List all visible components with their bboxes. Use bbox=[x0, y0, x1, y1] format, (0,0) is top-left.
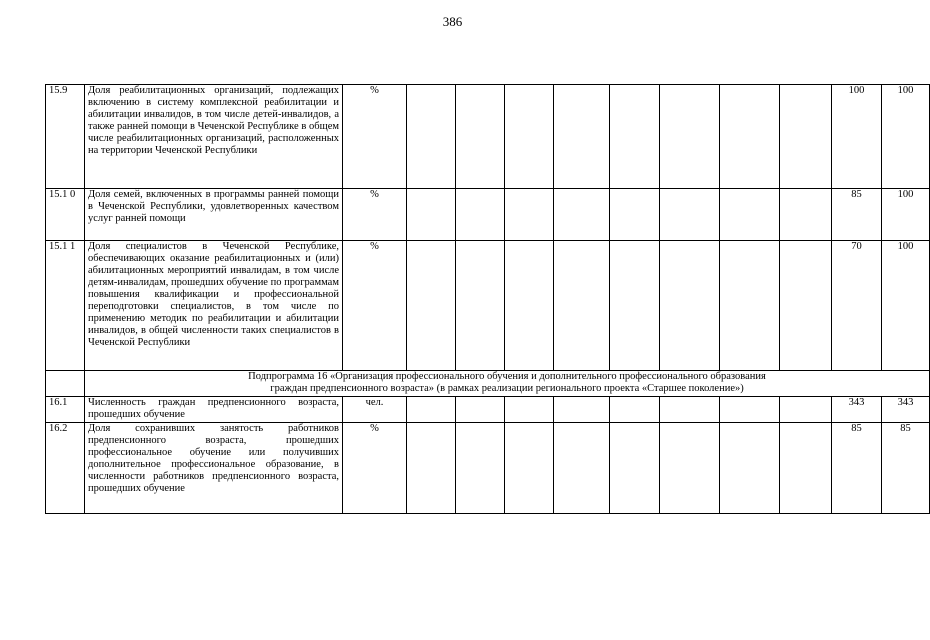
subprogram-title-line2: граждан предпенсионного возраста» (в рамках реализации регионального проекта «Старшее поколение») bbox=[270, 383, 744, 394]
row-number: 15.1 1 bbox=[46, 241, 85, 371]
empty-cell bbox=[554, 85, 610, 189]
empty-cell bbox=[505, 241, 554, 371]
unit-cell: % bbox=[343, 189, 407, 241]
empty-cell bbox=[554, 423, 610, 514]
empty-cell bbox=[456, 85, 505, 189]
indicators-table bbox=[45, 84, 930, 514]
empty-cell bbox=[554, 397, 610, 423]
empty-cell bbox=[407, 241, 456, 371]
value-cell: 343 bbox=[882, 397, 930, 423]
unit-cell: % bbox=[343, 85, 407, 189]
empty-cell bbox=[456, 241, 505, 371]
table-row bbox=[46, 189, 930, 241]
empty-cell bbox=[554, 189, 610, 241]
empty-cell bbox=[720, 85, 780, 189]
value-cell: 100 bbox=[832, 85, 882, 189]
empty-cell bbox=[660, 423, 720, 514]
value-cell: 85 bbox=[832, 423, 882, 514]
empty-cell bbox=[610, 241, 660, 371]
value-cell: 100 bbox=[882, 189, 930, 241]
empty-cell bbox=[46, 371, 85, 397]
empty-cell bbox=[456, 397, 505, 423]
empty-cell bbox=[780, 85, 832, 189]
empty-cell bbox=[456, 423, 505, 514]
row-number: 16.1 bbox=[46, 397, 85, 423]
empty-cell bbox=[780, 423, 832, 514]
table-row bbox=[46, 85, 930, 189]
table-row bbox=[46, 423, 930, 514]
empty-cell bbox=[407, 423, 456, 514]
unit-cell: % bbox=[343, 423, 407, 514]
empty-cell bbox=[456, 189, 505, 241]
empty-cell bbox=[610, 85, 660, 189]
empty-cell bbox=[505, 189, 554, 241]
empty-cell bbox=[505, 423, 554, 514]
empty-cell bbox=[780, 189, 832, 241]
value-cell: 100 bbox=[882, 85, 930, 189]
empty-cell bbox=[610, 397, 660, 423]
indicator-name: Доля сохранивших занятость работников предпенсионного возраста, прошедших профессиональное обучение или получивших дополнительное профессиональное образование, в численности работников предпенсионного возраста, прошедших обучение bbox=[85, 423, 343, 514]
row-number: 15.9 bbox=[46, 85, 85, 189]
empty-cell bbox=[720, 397, 780, 423]
value-cell: 85 bbox=[882, 423, 930, 514]
row-number: 16.2 bbox=[46, 423, 85, 514]
empty-cell bbox=[554, 241, 610, 371]
empty-cell bbox=[720, 241, 780, 371]
empty-cell bbox=[660, 397, 720, 423]
empty-cell bbox=[407, 189, 456, 241]
subprogram-title bbox=[85, 371, 930, 397]
table-row bbox=[46, 397, 930, 423]
value-cell: 343 bbox=[832, 397, 882, 423]
empty-cell bbox=[505, 397, 554, 423]
unit-cell: чел. bbox=[343, 397, 407, 423]
table-row bbox=[46, 241, 930, 371]
empty-cell bbox=[720, 189, 780, 241]
indicator-name: Численность граждан предпенсионного возраста, прошедших обучение bbox=[85, 397, 343, 423]
page-number: 386 bbox=[442, 14, 463, 29]
value-cell: 100 bbox=[882, 241, 930, 371]
empty-cell bbox=[780, 241, 832, 371]
subprogram-title-line1: Подпрограмма 16 «Организация профессионального обучения и дополнительного профессионального образования bbox=[248, 371, 766, 382]
row-number: 15.1 0 bbox=[46, 189, 85, 241]
empty-cell bbox=[407, 85, 456, 189]
indicator-name: Доля семей, включенных в программы ранней помощи в Чеченской Республики, удовлетворенных качеством услуг ранней помощи bbox=[85, 189, 343, 241]
unit-cell: % bbox=[343, 241, 407, 371]
subprogram-row bbox=[46, 371, 930, 397]
empty-cell bbox=[610, 189, 660, 241]
empty-cell bbox=[660, 85, 720, 189]
value-cell: 70 bbox=[832, 241, 882, 371]
empty-cell bbox=[505, 85, 554, 189]
value-cell: 85 bbox=[832, 189, 882, 241]
empty-cell bbox=[720, 423, 780, 514]
indicator-name: Доля реабилитационных организаций, подлежащих включению в систему комплексной реабилитации и абилитации инвалидов, в том числе детей-инвалидов, а также ранней помощи в Чеченской Республике в общем числе реабилитационных организаций, расположенных на территории Чеченской Республики bbox=[85, 85, 343, 189]
empty-cell bbox=[407, 397, 456, 423]
empty-cell bbox=[660, 241, 720, 371]
empty-cell bbox=[610, 423, 660, 514]
indicator-name: Доля специалистов в Чеченской Республике, обеспечивающих оказание реабилитационных и (или) абилитационных мероприятий инвалидам, в том числе детям-инвалидам, прошедших обучение по программам повышения квалификации и профессиональной переподготовки специалистов, в том числе по применению методик по реабилитации и абилитации инвалидов, в общей численности таких специалистов в Чеченской Республики bbox=[85, 241, 343, 371]
empty-cell bbox=[780, 397, 832, 423]
empty-cell bbox=[660, 189, 720, 241]
table-body bbox=[46, 85, 930, 514]
